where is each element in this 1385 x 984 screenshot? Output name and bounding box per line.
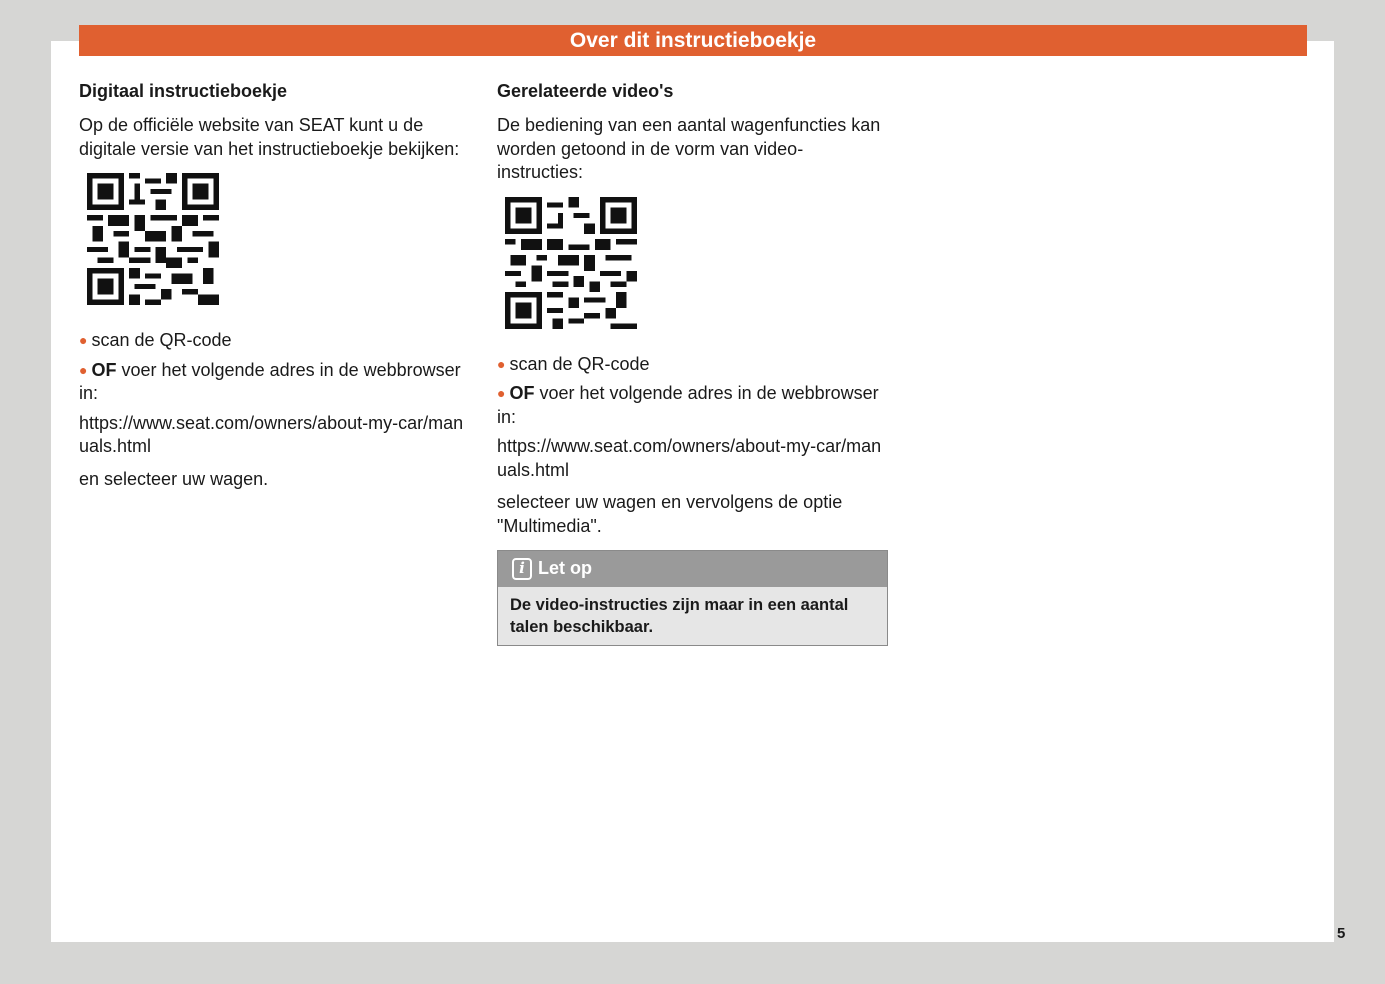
section-banner: Over dit instructieboekje bbox=[79, 25, 1307, 56]
intro-text: De bediening van een aantal wagenfuncties kan worden getoond in de vorm van video-instructies: bbox=[497, 115, 881, 182]
column-digital-manual bbox=[79, 78, 469, 500]
heading-digital-manual: Digitaal instructieboekje bbox=[79, 81, 288, 101]
column-related-videos bbox=[497, 78, 887, 646]
qr-code-icon bbox=[505, 197, 637, 329]
bullet-scan-qr: ● scan de QR-code bbox=[497, 353, 650, 374]
page-number: 5 bbox=[1337, 925, 1346, 942]
video-url-link[interactable]: https://www.seat.com/owners/about-my-car/manuals.html bbox=[497, 436, 882, 480]
outro-text: selecteer uw wagen en vervolgens de optie "Multimedia". bbox=[497, 492, 843, 536]
bullet-enter-address: ● OF voer het volgende adres in de webbrowser in: bbox=[79, 359, 461, 403]
bullet-dot-icon: ● bbox=[497, 385, 506, 401]
note-box bbox=[497, 550, 888, 646]
heading-related-videos: Gerelateerde video's bbox=[497, 81, 674, 101]
bullet-dot-icon: ● bbox=[497, 355, 506, 372]
bullet-dot-icon: ● bbox=[79, 332, 88, 348]
note-body: De video-instructies zijn maar in een aantal talen beschikbaar. bbox=[498, 587, 887, 645]
bullet-enter-address: ● OF voer het volgende adres in de webbrowser in: bbox=[497, 383, 879, 427]
note-header bbox=[498, 551, 887, 587]
outro-text: en selecteer uw wagen. bbox=[79, 468, 269, 489]
info-icon: i bbox=[512, 558, 532, 580]
bullet-dot-icon: ● bbox=[79, 361, 88, 378]
qr-code-icon bbox=[87, 173, 219, 305]
note-title: Let op bbox=[538, 558, 592, 579]
bullet-scan-qr: ● scan de QR-code bbox=[79, 330, 232, 350]
manual-url-link[interactable]: https://www.seat.com/owners/about-my-car/manuals.html bbox=[79, 412, 464, 456]
intro-text: Op de officiële website van SEAT kunt u de digitale versie van het instructieboekje bekijken: bbox=[79, 115, 460, 159]
